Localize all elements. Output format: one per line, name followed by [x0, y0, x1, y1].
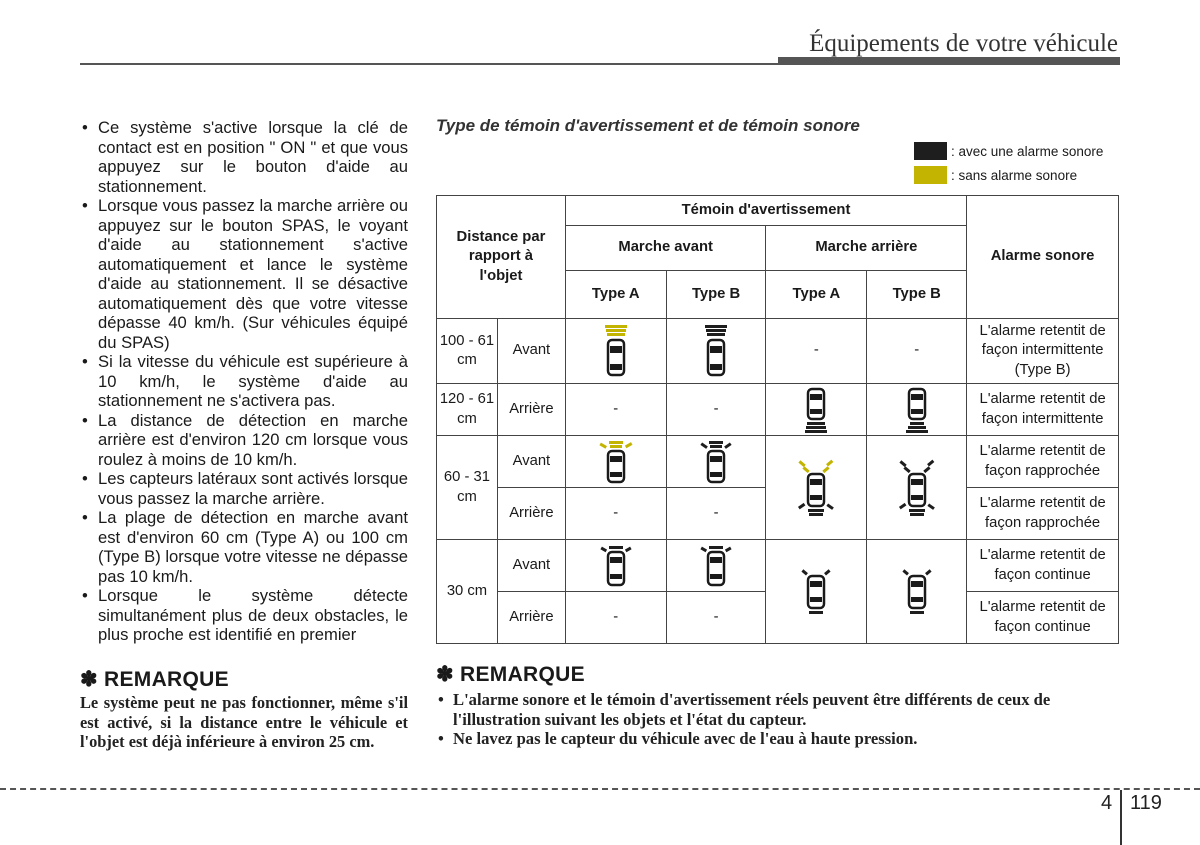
remark-title: ✽ REMARQUE: [436, 663, 585, 686]
remark-title: ✽ REMARQUE: [80, 668, 229, 691]
empty-cell: -: [565, 488, 666, 540]
car-front-corner-dark-icon: [698, 440, 734, 484]
legend-item-without-sound: : sans alarme sonore: [914, 164, 1103, 186]
table-row: [437, 540, 1119, 592]
legend-label: avec une alarme sonore: [958, 143, 1104, 159]
empty-cell: -: [766, 319, 867, 384]
left-column: [80, 118, 408, 645]
list-item: • Ce système s'active lorsque la clé de contact est en position " ON " et que vous appuyez sur le bouton d'aide au stationnement.: [80, 118, 408, 196]
car-rear-warning-icon: [801, 387, 831, 433]
empty-cell: -: [666, 384, 766, 436]
list-item: • Lorsque le système détecte simultanément plus de deux obstacles, le plus proche est identifié en premier: [80, 586, 408, 645]
table-header-row: [437, 196, 1119, 226]
table-row: [437, 436, 1119, 488]
sound-cell: L'alarme retentit de façon rapprochée: [967, 436, 1119, 488]
direction-cell: Arrière: [497, 592, 565, 644]
car-reverse-side-yellow-icon: [796, 458, 836, 518]
legend-swatch-yellow: [914, 166, 947, 184]
empty-cell: -: [666, 488, 766, 540]
car-front-warning-dark-icon: [701, 324, 731, 378]
indicator-cell: [766, 540, 867, 644]
indicator-cell: [666, 540, 766, 592]
indicator-cell: [766, 436, 867, 540]
header-distance: Distance par rapport à l'objet: [437, 196, 566, 319]
legend-label: sans alarme sonore: [958, 167, 1078, 183]
car-front-close-icon: [599, 545, 633, 587]
sound-cell: L'alarme retentit de façon continue: [967, 592, 1119, 644]
page-header-title: Équipements de votre véhicule: [809, 30, 1118, 57]
distance-cell: 100 - 61 cm: [437, 319, 498, 384]
empty-cell: -: [867, 319, 967, 384]
list-item: • Ne lavez pas le capteur du véhicule avec de l'eau à haute pression.: [436, 729, 1126, 749]
direction-cell: Avant: [497, 540, 565, 592]
sound-cell: L'alarme retentit de façon intermittente: [967, 384, 1119, 436]
page-number-separator: [1120, 790, 1122, 845]
empty-cell: -: [666, 592, 766, 644]
sound-cell: L'alarme retentit de façon rapprochée: [967, 488, 1119, 540]
direction-cell: Avant: [497, 436, 565, 488]
car-rear-warning-icon: [902, 387, 932, 433]
distance-cell: 30 cm: [437, 540, 498, 644]
warning-table: [436, 195, 1119, 644]
distance-cell: 60 - 31 cm: [437, 436, 498, 540]
indicator-cell: [867, 436, 967, 540]
indicator-cell: [867, 540, 967, 644]
feature-bullet-list: [80, 118, 408, 645]
sound-cell: L'alarme retentit de façon continue: [967, 540, 1119, 592]
indicator-cell: [666, 319, 766, 384]
header-forward: Marche avant: [565, 226, 766, 271]
legend-item-with-sound: : avec une alarme sonore: [914, 140, 1103, 162]
list-item: • Lorsque vous passez la marche arrière ou appuyez sur le bouton SPAS, le voyant d'aide au stationnement s'active automatiquement et lance le système d'aide au stationnement. Il se désactive automatiquement dès que votre vitesse dépasse 40 km/h. (Sur véhicules équipé du SPAS): [80, 196, 408, 352]
table-row: [437, 319, 1119, 384]
empty-cell: -: [565, 592, 666, 644]
remark-list: [436, 690, 1126, 749]
table-caption: Type de témoin d'avertissement et de témoin sonore: [436, 116, 860, 135]
indicator-cell: [565, 319, 666, 384]
direction-cell: Arrière: [497, 384, 565, 436]
car-reverse-side-dark-icon: [897, 458, 937, 518]
direction-cell: Arrière: [497, 488, 565, 540]
list-item: • Si la vitesse du véhicule est supérieure à 10 km/h, le système d'aide au stationnement ne s'activera pas.: [80, 352, 408, 411]
indicator-cell: [666, 436, 766, 488]
sound-cell: L'alarme retentit de façon intermittente (Type B): [967, 319, 1119, 384]
list-item: • Les capteurs latéraux sont activés lorsque vous passez la marche arrière.: [80, 469, 408, 508]
table-row: [437, 384, 1119, 436]
empty-cell: -: [565, 384, 666, 436]
indicator-cell: [565, 436, 666, 488]
distance-cell: 120 - 61 cm: [437, 384, 498, 436]
list-item: • La plage de détection en marche avant est d'environ 60 cm (Type A) ou 100 cm (Type B) lorsque votre vitesse ne dépasse pas 10 km/h.: [80, 508, 408, 586]
car-reverse-close-icon: [899, 568, 935, 616]
footer-divider: [0, 788, 1200, 790]
list-item: • L'alarme sonore et le témoin d'avertissement réels peuvent être différents de ceux de l'illustration suivant les objets et l'état du capteur.: [436, 690, 1126, 729]
header-reverse: Marche arrière: [766, 226, 967, 271]
remark-text: Le système peut ne pas fonctionner, même s'il est activé, si la distance entre le véhicule et l'objet est déjà inférieure à environ 25 cm.: [80, 693, 408, 751]
list-item: • La distance de détection en marche arrière est d'environ 120 cm lorsque vous roulez à moins de 10 km/h.: [80, 411, 408, 470]
car-front-warning-yellow-icon: [601, 324, 631, 378]
indicator-cell: [766, 384, 867, 436]
header-type-a: Type A: [766, 271, 867, 319]
direction-cell: Avant: [497, 319, 565, 384]
header-type-b: Type B: [666, 271, 766, 319]
chapter-number: 4: [1101, 792, 1113, 814]
header-type-a: Type A: [565, 271, 666, 319]
page-number: 119: [1130, 792, 1162, 814]
header-type-b: Type B: [867, 271, 967, 319]
indicator-cell: [565, 540, 666, 592]
legend-swatch-dark: [914, 142, 947, 160]
car-front-corner-yellow-icon: [598, 440, 634, 484]
header-warning: Témoin d'avertissement: [565, 196, 966, 226]
legend: [914, 140, 1103, 188]
header-sound: Alarme sonore: [967, 196, 1119, 319]
indicator-cell: [867, 384, 967, 436]
car-front-close-icon: [699, 545, 733, 587]
header-rule-accent: [778, 57, 1120, 65]
car-reverse-close-icon: [798, 568, 834, 616]
